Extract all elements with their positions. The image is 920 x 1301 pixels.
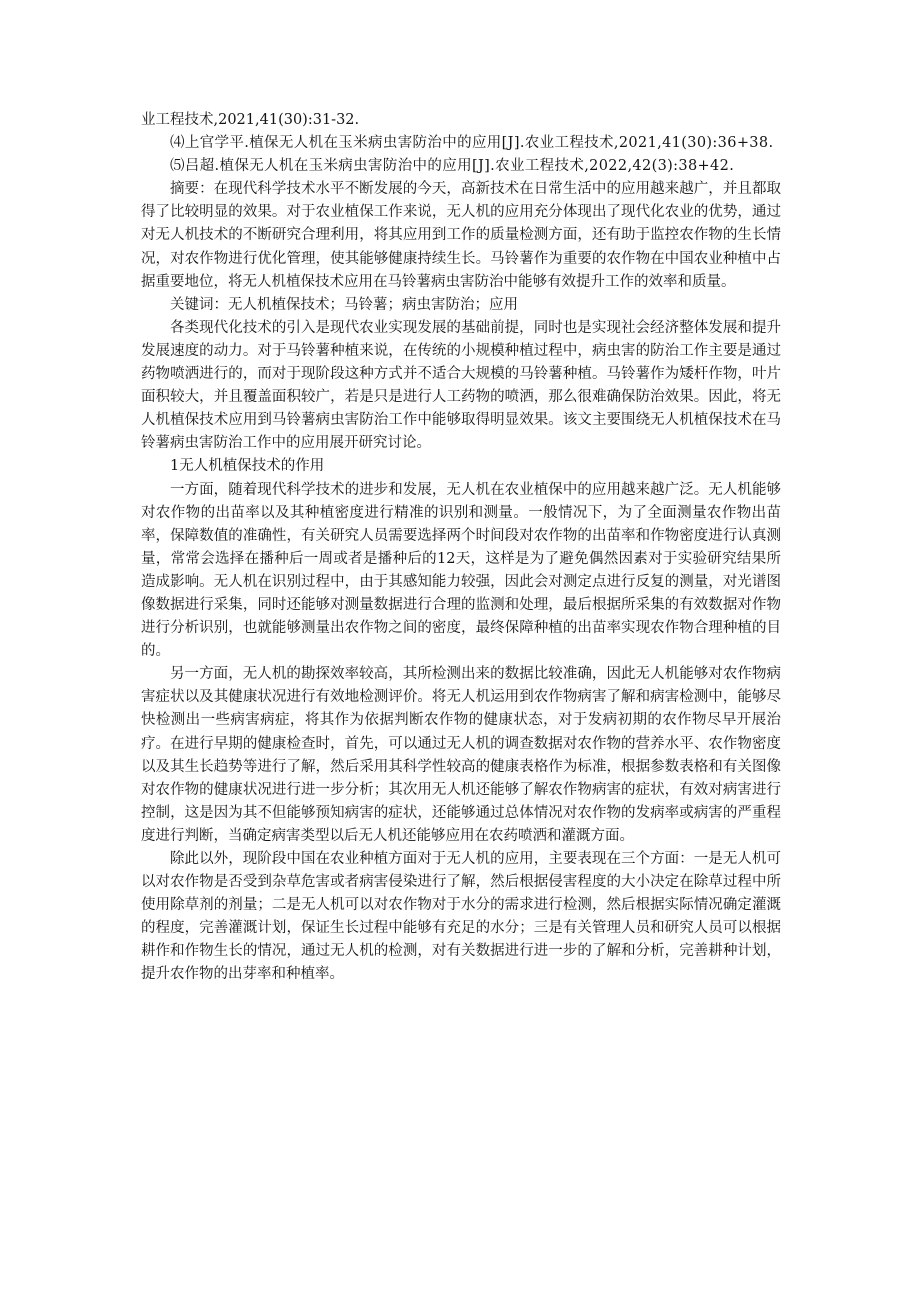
- reference-4: ⑷上官学平.植保无人机在玉米病虫害防治中的应用[J].农业工程技术,2021,41(30):36+38.: [170, 135, 774, 152]
- section-1-heading: 1无人机植保技术的作用: [170, 458, 325, 475]
- section-1-paragraph-3: 除此以外，现阶段中国在农业种植方面对于无人机的应用，主要表现在三个方面：一是无人机可以对农作物是否受到杂草危害或者病害侵染进行了解，然后根据侵害程度的大小决定在除草过程中所使用除草剂的剂量；二是无人机可以对农作物对于水分的需求进行检测，然后根据实际情况确定灌溉的程度，完善灌溉计划，保证生长过程中能够有充足的水分；三是有关管理人员和研究人员可以根据耕作和作物生长的情况，通过无人机的检测，对有关数据进行进一步的了解和分析，完善耕种计划，提升农作物的出芽率和种植率。: [141, 851, 781, 983]
- keywords-line: 关键词：无人机植保技术；马铃薯；病虫害防治；应用: [170, 296, 518, 313]
- section-1-paragraph-2: 另一方面，无人机的勘探效率较高，其所检测出来的数据比较准确，因此无人机能够对农作物病害症状以及其健康状况进行有效地检测评价。将无人机运用到农作物病害了解和病害检测中，能够尽快检测出一些病害病症，将其作为依据判断农作物的健康状态，对于发病初期的农作物尽早开展治疗。在进行早期的健康检查时，首先，可以通过无人机的调查数据对农作物的营养水平、农作物密度以及其生长趋势等进行了解，然后采用其科学性较高的健康表格作为标准，根据参数表格和有关图像对农作物的健康状况进行进一步分析；其次用无人机还能够了解农作物病害的症状，有效对病害进行控制，这是因为其不但能够预知病害的症状，还能够通过总体情况对农作物的发病率或病害的严重程度进行判断，当确定病害类型以后无人机还能够应用在农药喷洒和灌溉方面。: [141, 666, 781, 844]
- abstract-paragraph: 摘要：在现代科学技术水平不断发展的今天，高新技术在日常生活中的应用越来越广，并且都取得了比较明显的效果。对于农业植保工作来说，无人机的应用充分体现出了现代化农业的优势，通过对无人机技术的不断研究合理利用，将其应用到工作的质量检测方面，还有助于监控农作物的生长情况，对农作物进行优化管理，使其能够健康持续生长。马铃薯作为重要的农作物在中国农业种植中占据重要地位，将无人机植保技术应用在马铃薯病虫害防治中能够有效提升工作的效率和质量。: [141, 181, 781, 290]
- document-page: [141, 109, 781, 987]
- intro-paragraph: 各类现代化技术的引入是现代农业实现发展的基础前提，同时也是实现社会经济整体发展和提升发展速度的动力。对于马铃薯种植来说，在传统的小规模种植过程中，病虫害的防治工作主要是通过药物喷洒进行的，而对于现阶段这种方式并不适合大规模的马铃薯种植。马铃薯作为矮杆作物，叶片面积较大，并且覆盖面积较广，若是只是进行人工药物的喷洒，那么很难确保防治效果。因此，将无人机植保技术应用到马铃薯病虫害防治工作中能够取得明显效果。该文主要围绕无人机植保技术在马铃薯病虫害防治工作中的应用展开研究讨论。: [141, 319, 781, 452]
- reference-5: ⑸吕超.植保无人机在玉米病虫害防治中的应用[J].农业工程技术,2022,42(3):38+42.: [170, 158, 735, 175]
- section-1-paragraph-1: 一方面，随着现代科学技术的进步和发展，无人机在农业植保中的应用越来越广泛。无人机能够对农作物的出苗率以及其种植密度进行精准的识别和测量。一般情况下，为了全面测量农作物出苗率，保障数值的准确性，有关研究人员需要选择两个时间段对农作物的出苗率和作物密度进行认真测量，常常会选择在播种后一周或者是播种后的12天，这样是为了避免偶然因素对于实验研究结果所造成影响。无人机在识别过程中，由于其感知能力较强，因此会对测定点进行反复的测量，对光谱图像数据进行采集，同时还能够对测量数据进行合理的监测和处理，最后根据所采集的有效数据对作物进行分析识别，也就能够测量出农作物之间的密度，最终保障种植的出苗率实现农作物合理种植的目的。: [141, 481, 781, 660]
- reference-continuation: 业工程技术,2021,41(30):31-32.: [141, 112, 360, 128]
